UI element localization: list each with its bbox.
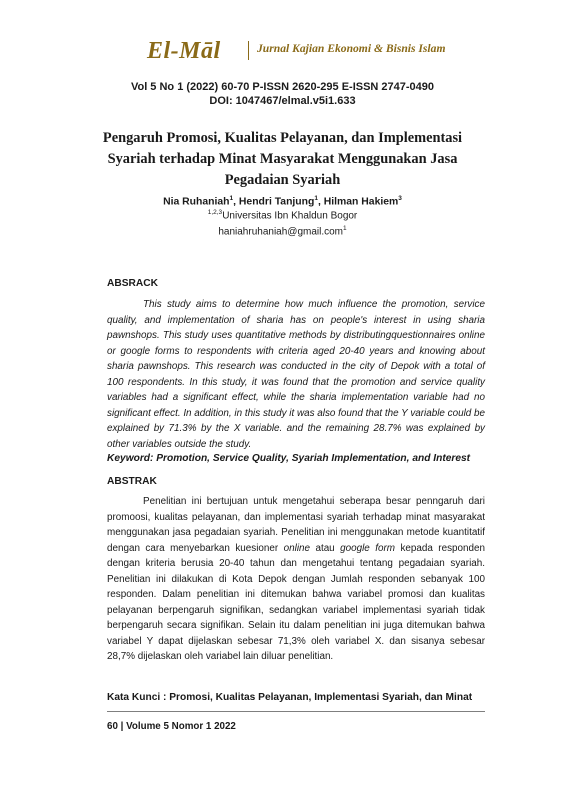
abstract-en-text: This study aims to determine how much influence the promotion, service quality, and implementation of sharia has on people's interest in using sharia pawnshops. This study uses quantitative methods by distributingquestionnaires online or google forms to respondents with criteria aged 20-40 years and knowing about sharia pawnshops. This research was conducted in the city of Depok with a total of 100 respondents. In this study, it was found that the promotion and service quality variables had a significant effect, while the sharia implementation variable had no significant effect. In addition, in this study it was also found that the Y variable could be explained by 71.3% by the X variable. and the remaining 28.7% was explained by other variables outside the study. [107, 299, 485, 450]
abstract-id-part: Penelitian ini bertujuan untuk mengetahui seberapa besar penngaruh dari promoosi, kualitas pelayanan, dan implementasi syariah terhadap minat masyarakat menggunakan jasa pegadaian syariah. Penelitian ini menggunakan metode kuantitatif dengan cara menyebarkan kuesioner [107, 496, 485, 554]
journal-logo: El-Māl [147, 38, 221, 64]
author-sup: 1 [229, 195, 234, 202]
journal-name: Jurnal Kajian Ekonomi & Bisnis Islam [257, 42, 446, 55]
email-sup: 1 [343, 225, 347, 232]
abstract-en-heading: ABSRACK [107, 278, 158, 289]
journal-masthead [0, 38, 565, 64]
page-footer: 60 | Volume 5 Nomor 1 2022 [107, 721, 236, 732]
affiliation-text: Universitas Ibn Khaldun Bogor [222, 210, 358, 222]
article-title: Pengaruh Promosi, Kualitas Pelayanan, dan Implementasi Syariah terhadap Minat Masyarakat Menggunakan Jasa Pegadaian Syariah [102, 130, 463, 188]
abstract-id-text [107, 494, 485, 665]
author-email [0, 225, 565, 237]
abstract-id-em: online [283, 542, 310, 554]
author-name: Hendri Tanjung [238, 196, 315, 208]
author-name: Hilman Hakiem [323, 196, 399, 208]
abstract-id-part: kepada responden dengan kriteria berusia 20-40 tahun dan mengetahui tentang pegadaian syariah. Penelitian ini dilakukan di Kota Depok dengan Jumlah responden sebanyak 100 responden. Dalam penelitian ini ditemukan bahwa variabel promosi dan kualitas pelayanan berpengaruh signifikan, sedangkan variabel implementasi syariah tidak berpengaruh secara signifikan. Selain itu dalam penelitian ini juga ditemukan bahwa variabel Y dapat dijelaskan sebesar 71,3% oleh variabel X. dan sisanya sebesar 28,7% dijelaskan oleh variabel lain diluar penelitian. [107, 542, 485, 663]
keywords-id: Kata Kunci : Promosi, Kualitas Pelayanan, Implementasi Syariah, dan Minat [107, 692, 473, 703]
author-list: Nia Ruhaniah$^1$, Hendri Tanjung$^1$, Hilman Hakiem$^3$ [163, 195, 402, 208]
volume-issn-line: Vol 5 No 1 (2022) 60-70 P-ISSN 2620-295 E-ISSN 2747-0490 [130, 81, 435, 93]
email-text: haniahruhaniah@gmail.com [218, 226, 344, 238]
affiliation-sup: 1,2,3 [207, 209, 223, 216]
masthead-divider [248, 41, 249, 60]
author-name: Nia Ruhaniah [163, 196, 230, 208]
abstract-id-heading: ABSTRAK [107, 476, 157, 487]
author-sup: 1 [314, 195, 318, 202]
author-sup: 3 [398, 195, 402, 202]
abstract-id-part: atau [310, 542, 341, 554]
footer-rule [107, 711, 485, 712]
keywords-en: Keyword: Promotion, Service Quality, Syariah Implementation, and Interest [107, 453, 471, 464]
doi-line: DOI: 1047467/elmal.v5i1.633 [209, 95, 356, 107]
abstract-id-em: google form [340, 542, 395, 554]
affiliation [0, 209, 565, 221]
